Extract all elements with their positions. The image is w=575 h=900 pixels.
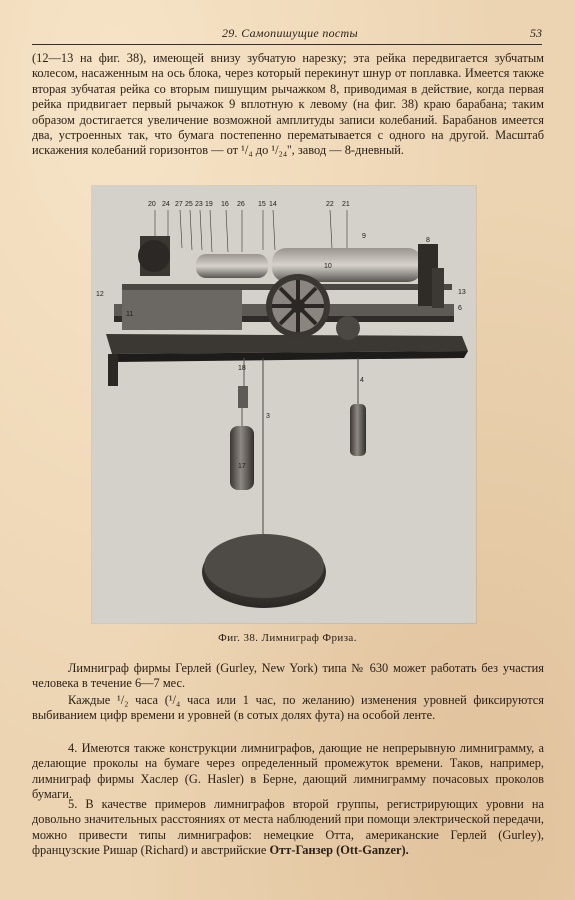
- label-top-20: 20: [148, 201, 156, 208]
- label-11: 11: [126, 311, 134, 318]
- label-top-14: 14: [269, 201, 277, 208]
- label-8: 8: [426, 237, 430, 244]
- label-top-27: 27: [175, 201, 183, 208]
- label-9: 9: [362, 233, 366, 240]
- figure-photo: [92, 186, 476, 623]
- paragraph-intro: (12—13 на фиг. 38), имеющей внизу зубчатую нарезку; эта рейка передвигается зубчатым колесом, насаженным на ось блока, через который перекинут шнур от поплавка. Имеется также вторая зубчатая рейка со вторым пишущим рычажком 8, приводимая в действие, когда первая рейка придвигает первый рычажок 9 вплотную к левому (на фиг. 38) краю барабана; таким образом достигается увеличение возможной амплитуды записи колебаний. Барабанов имеется два, устроенных так, что бумага постепенно перематывается с одного на другой. Масштаб искажения колебаний горизонтов — от ¹/₄ до ¹/₂₄'', завод — 8-дневный.: [32, 51, 544, 158]
- running-header: [32, 24, 542, 45]
- label-3: 3: [266, 413, 270, 420]
- label-17: 17: [238, 463, 246, 470]
- label-12: 12: [96, 291, 104, 298]
- label-6: 6: [458, 305, 462, 312]
- paragraph-remote: [32, 797, 544, 859]
- label-top-19: 19: [205, 201, 213, 208]
- label-10: 10: [324, 263, 332, 270]
- ott-ganzer-name: Отт-Ганзер (Ott-Ganzer).: [269, 843, 409, 858]
- label-top-21: 21: [342, 201, 350, 208]
- paragraph-gurley: Лимниграф фирмы Герлей (Gurley, New York) типа № 630 может работать без участия человека в течение 6—7 мес.: [32, 661, 544, 691]
- label-top-24: 24: [162, 201, 170, 208]
- figure-caption: Фиг. 38. Лимниграф Фриза.: [218, 632, 357, 644]
- paragraph-punch: 4. Имеются также конструкции лимниграфов, дающие не непрерывную лимниграмму, а делающие проколы на бумаге через определенный промежуток времени. Таков, например, лимниграф фирмы Хаслер (G. Hasler) в Берне, дающий лимниграмму почасовых проколов бумаги.: [32, 741, 544, 802]
- label-top-15: 15: [258, 201, 266, 208]
- label-top-22: 22: [326, 201, 334, 208]
- label-13: 13: [458, 289, 466, 296]
- label-top-25: 25: [185, 201, 193, 208]
- page-number: 53: [530, 26, 542, 40]
- limnigraph-photo: [92, 186, 476, 623]
- label-top-23: 23: [195, 201, 203, 208]
- paragraph-interval: Каждые ¹/₂ часа (¹/₄ часа или 1 час, по желанию) изменения уровней фиксируются выбиванием цифр времени и уровней (в сотых долях фута) на особой ленте.: [32, 693, 544, 723]
- running-title: 29. Самопишущие посты: [222, 26, 358, 40]
- label-top-16: 16: [221, 201, 229, 208]
- label-18: 18: [238, 365, 246, 372]
- label-4: 4: [360, 377, 364, 384]
- paragraph-remote-text: 5. В качестве примеров лимниграфов второй группы, регистрирующих уровни на довольно значительных расстояниях от места наблюдений при помощи электрической передачи, можно привести типы лимниграфов: немецкие Отта, американские Герлей (Gurley), французские Ришар (Richard) и австрийские: [32, 797, 544, 858]
- label-top-26: 26: [237, 201, 245, 208]
